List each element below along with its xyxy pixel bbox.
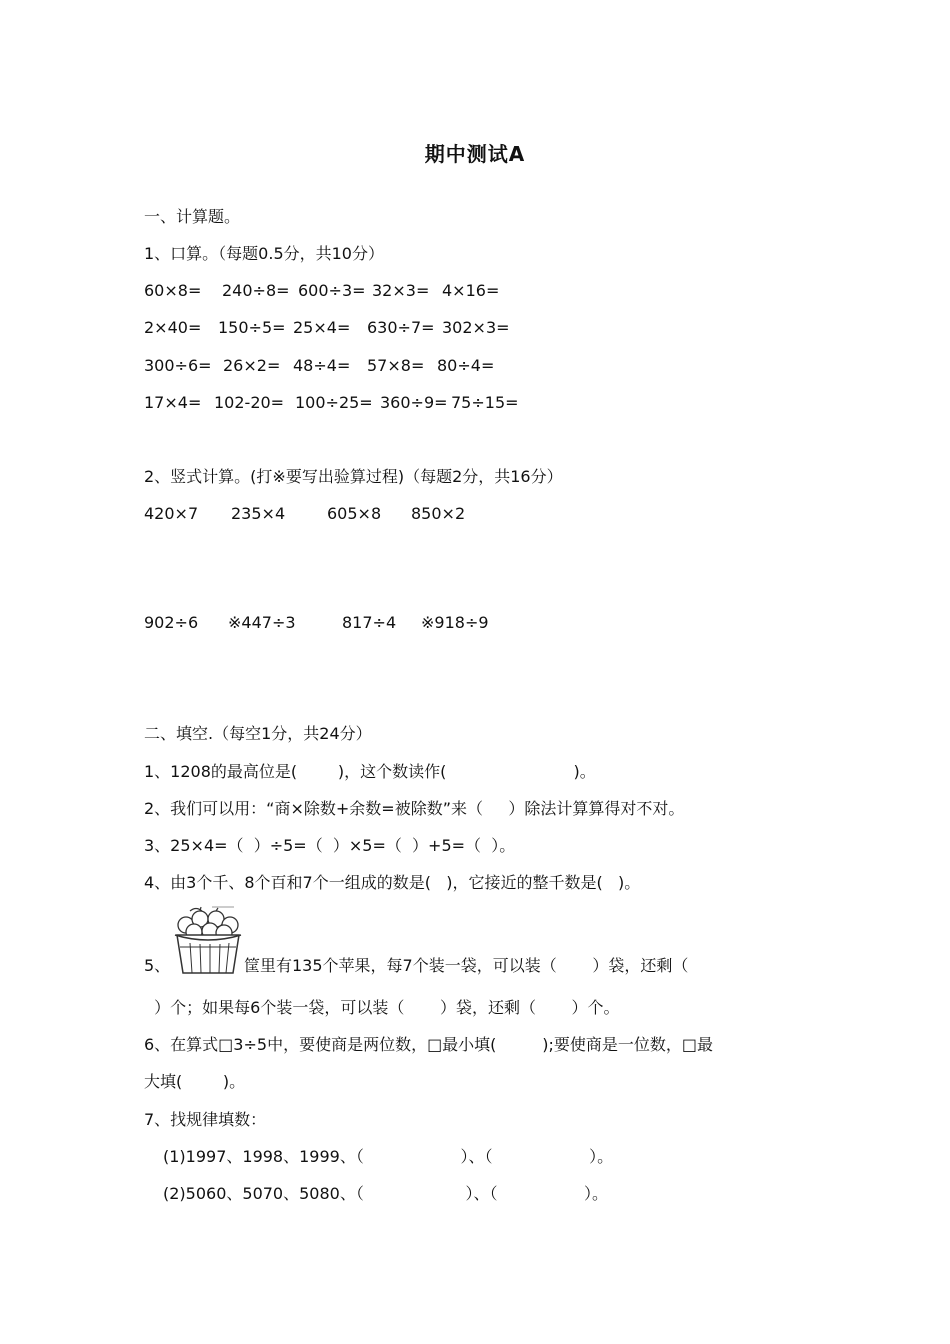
section2-heading: 二、填空.（每空1分，共24分） <box>144 724 372 743</box>
fill-q5-line2: ）个；如果每6个装一袋，可以装（ ）袋，还剩（ ）个。 <box>144 998 620 1017</box>
problem: 235×4 <box>231 504 286 523</box>
fill-q6-line1: 6、在算式□3÷5中，要使商是两位数，□最小填( );要使商是一位数，□最 <box>144 1035 713 1054</box>
problem: 75÷15= <box>451 393 519 412</box>
problem: 150÷5= <box>218 318 286 337</box>
problem: 102-20= <box>214 393 285 412</box>
problem: 57×8= <box>367 356 425 375</box>
problem: 630÷7= <box>367 318 435 337</box>
problem: 26×2= <box>223 356 281 375</box>
problem: 4×16= <box>442 281 500 300</box>
fill-q7-2: (2)5060、5070、5080、（ ）、（ ）。 <box>163 1184 609 1203</box>
q1-label: 1、口算。（每题0.5分，共10分） <box>144 244 384 263</box>
problem: 25×4= <box>293 318 351 337</box>
problem: 902÷6 <box>144 613 199 632</box>
fill-q5-prefix: 5、 <box>144 956 171 975</box>
problem: ※918÷9 <box>421 613 489 632</box>
page-title: 期中测试A <box>424 142 526 166</box>
problem: 240÷8= <box>222 281 290 300</box>
problem: 80÷4= <box>437 356 495 375</box>
problem: 605×8 <box>327 504 382 523</box>
fill-q7: 7、找规律填数： <box>144 1110 267 1129</box>
fill-q6-line2: 大填( )。 <box>144 1072 246 1091</box>
fill-q4: 4、由3个千、8个百和7个一组成的数是( )，它接近的整千数是( )。 <box>144 873 641 892</box>
q2-label: 2、竖式计算。(打※要写出验算过程)（每题2分，共16分） <box>144 467 563 486</box>
problem: 302×3= <box>442 318 510 337</box>
problem: 360÷9= <box>380 393 448 412</box>
fill-q7-1: (1)1997、1998、1999、（ ）、（ ）。 <box>163 1147 614 1166</box>
section1-heading: 一、计算题。 <box>144 207 241 226</box>
apple-basket-icon <box>172 905 244 975</box>
problem: ※447÷3 <box>228 613 296 632</box>
problem: 817÷4 <box>342 613 397 632</box>
fill-q2: 2、我们可以用：“商×除数+余数=被除数”来（ ）除法计算算得对不对。 <box>144 799 685 818</box>
fill-q5-line1: 筐里有135个苹果，每7个装一袋，可以装（ ）袋，还剩（ <box>244 956 689 975</box>
problem: 60×8= <box>144 281 202 300</box>
problem: 850×2 <box>411 504 466 523</box>
problem: 17×4= <box>144 393 202 412</box>
problem: 300÷6= <box>144 356 212 375</box>
problem: 420×7 <box>144 504 199 523</box>
fill-q1: 1、1208的最高位是( )，这个数读作( )。 <box>144 762 596 781</box>
problem: 48÷4= <box>293 356 351 375</box>
problem: 600÷3= <box>298 281 366 300</box>
problem: 2×40= <box>144 318 202 337</box>
column-calc-row <box>144 613 489 733</box>
problem: 100÷25= <box>295 393 373 412</box>
fill-q3: 3、25×4=（ ）÷5=（ ）×5=（ ）+5=（ ）。 <box>144 836 516 855</box>
problem: 32×3= <box>372 281 430 300</box>
